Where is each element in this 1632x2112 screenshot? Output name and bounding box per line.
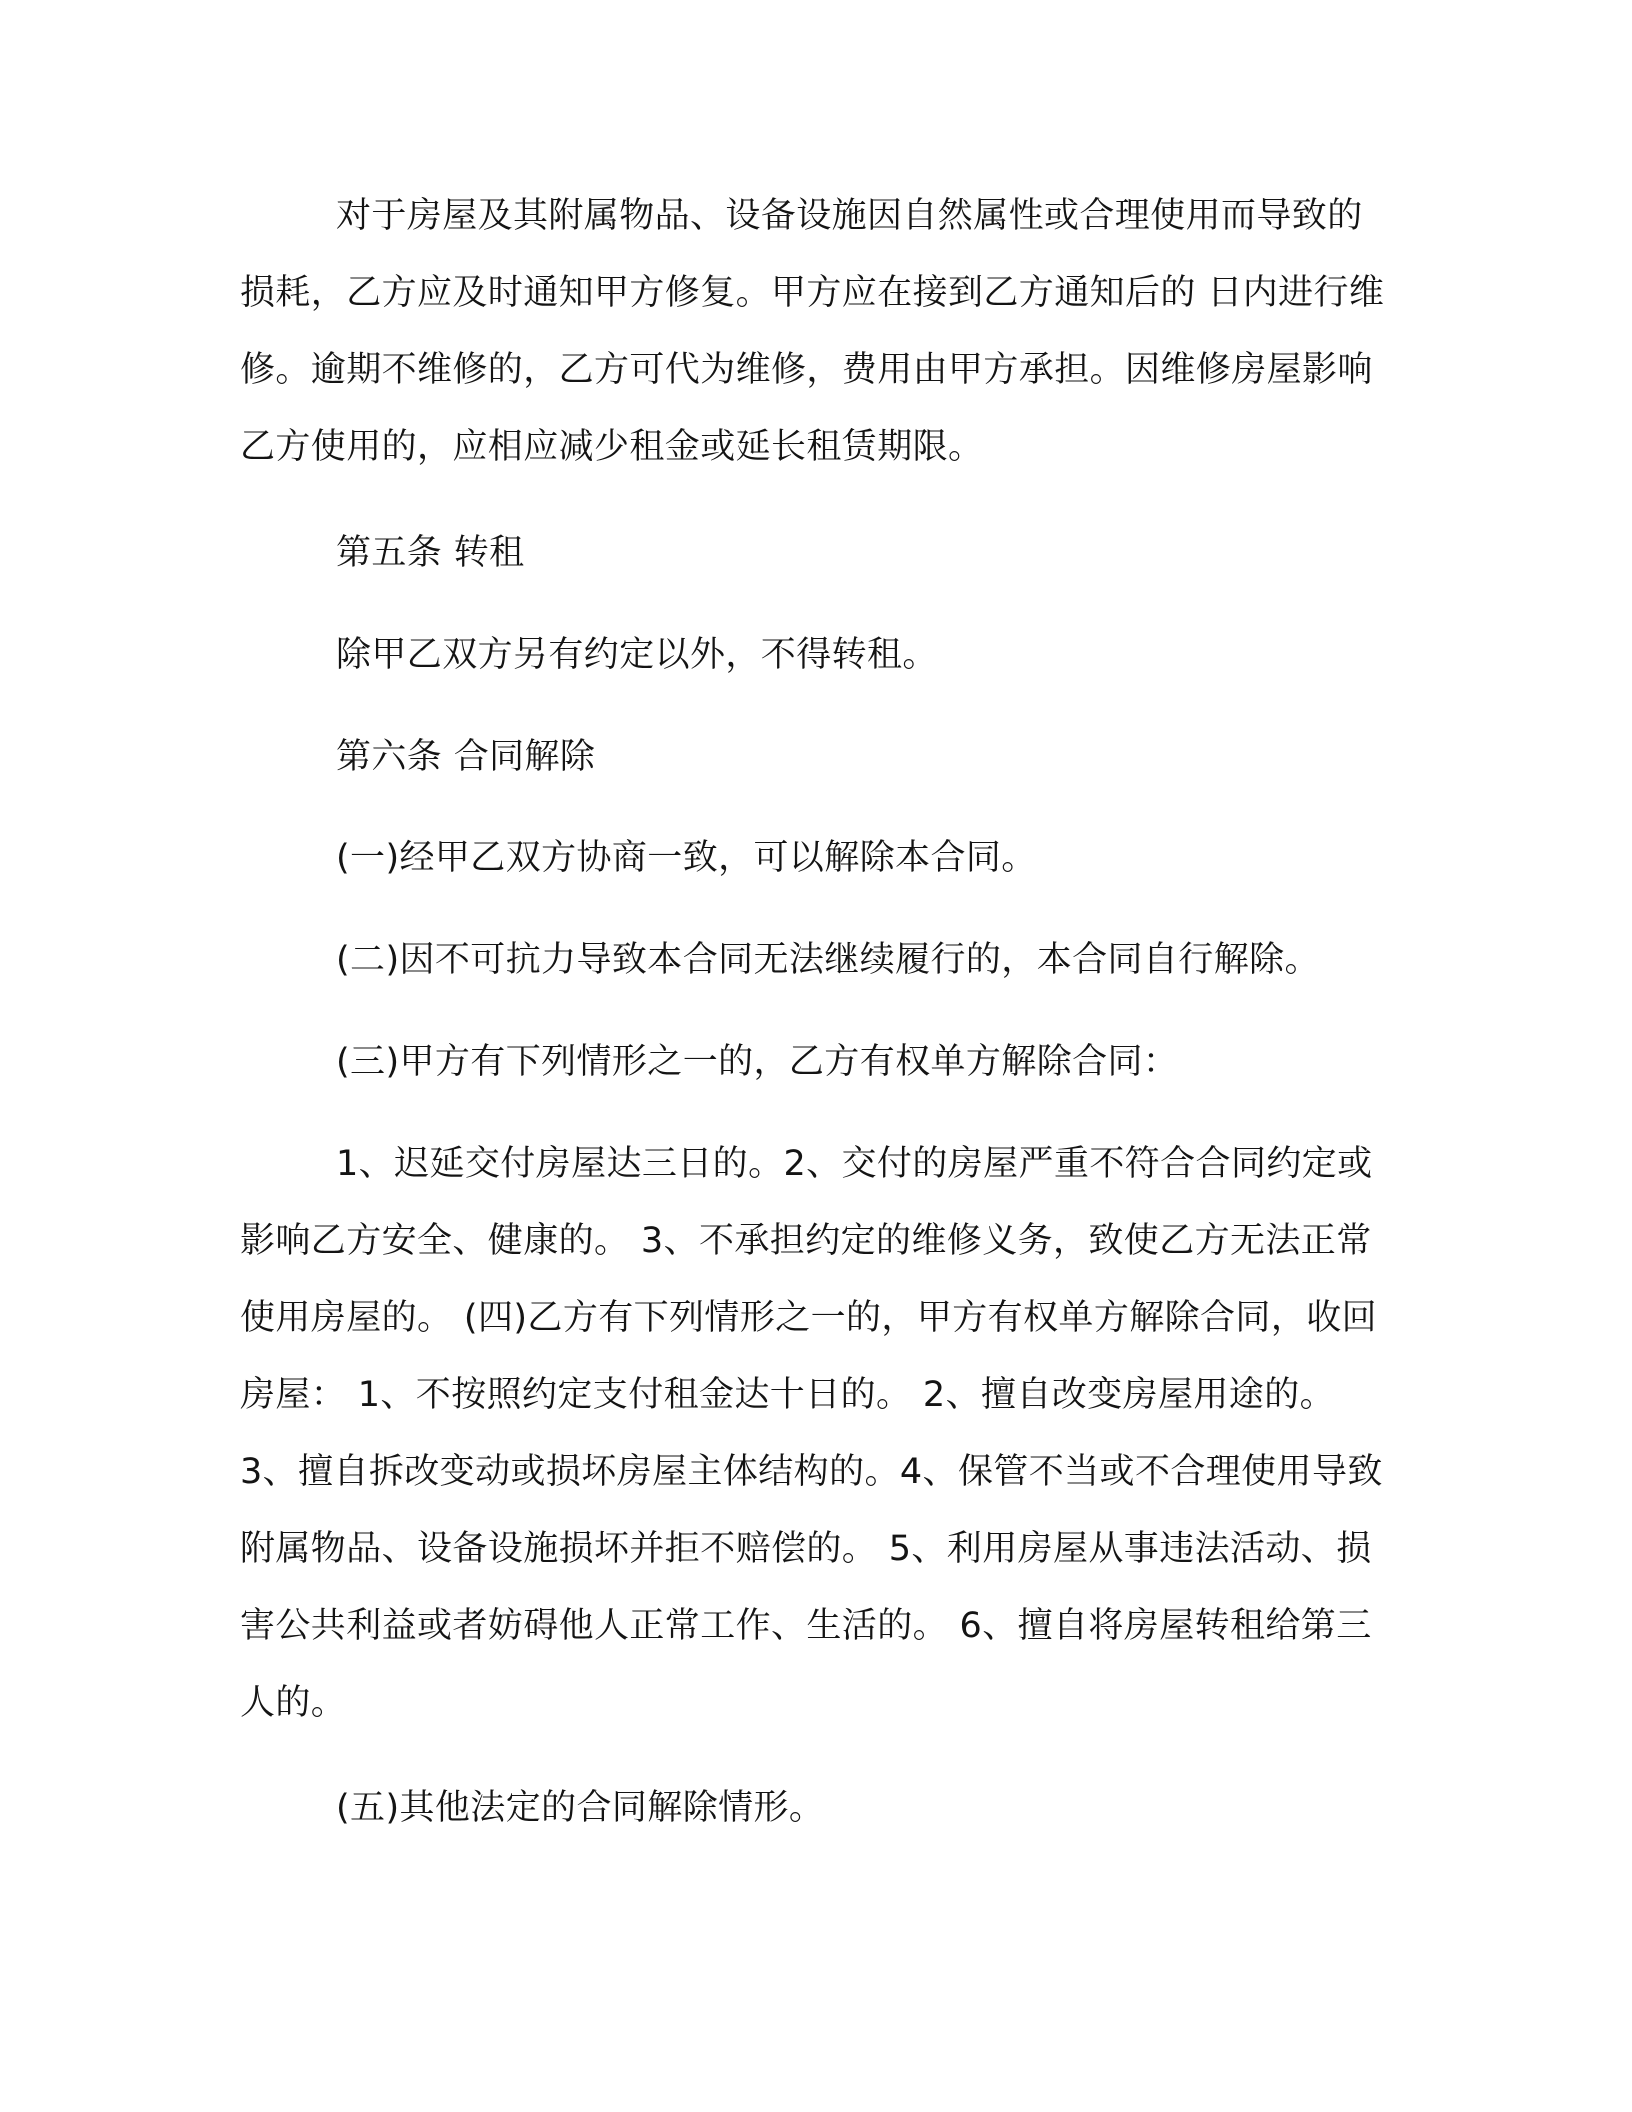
paragraph-termination-5: (五)其他法定的合同解除情形。 xyxy=(336,1788,825,1828)
paragraph-sublease: 除甲乙双方另有约定以外，不得转租。 xyxy=(336,635,938,675)
paragraph-termination-2: (二)因不可抗力导致本合同无法继续履行的，本合同自行解除。 xyxy=(336,940,1320,980)
paragraph-termination-details: 1、迟延交付房屋达三日的。2、交付的房屋严重不符合合同约定或影响乙方安全、健康的。 3、不承担约定的维修义务，致使乙方无法正常使用房屋的。 (四)乙方有下列情形之一的，甲方有权单方解除合同，收回房屋： 1、不按照约定支付租金达十日的。 2、擅自改变房屋用途的。3、擅自拆改变动或损坏房屋主体结构的。4、保管不当或不合理使用导致附属物品、设备设施损坏并拒不赔偿的。 5、利用房屋从事违法活动、损害公共利益或者妨碍他人正常工作、生活的。 6、擅自将房屋转租给第三人的。 xyxy=(240,1144,1383,1723)
heading-article-5-sublease: 第五条 转租 xyxy=(336,533,525,573)
paragraph-repair: 对于房屋及其附属物品、设备设施因自然属性或合理使用而导致的损耗，乙方应及时通知甲方修复。甲方应在接到乙方通知后的 日内进行维修。逾期不维修的，乙方可代为维修，费用由甲方承担。因维修房屋影响乙方使用的，应相应减少租金或延长租赁期限。 xyxy=(240,196,1385,467)
heading-article-6-termination: 第六条 合同解除 xyxy=(336,737,596,777)
paragraph-termination-1: (一)经甲乙双方协商一致，可以解除本合同。 xyxy=(336,838,1037,878)
paragraph-termination-3: (三)甲方有下列情形之一的，乙方有权单方解除合同： xyxy=(336,1042,1179,1082)
